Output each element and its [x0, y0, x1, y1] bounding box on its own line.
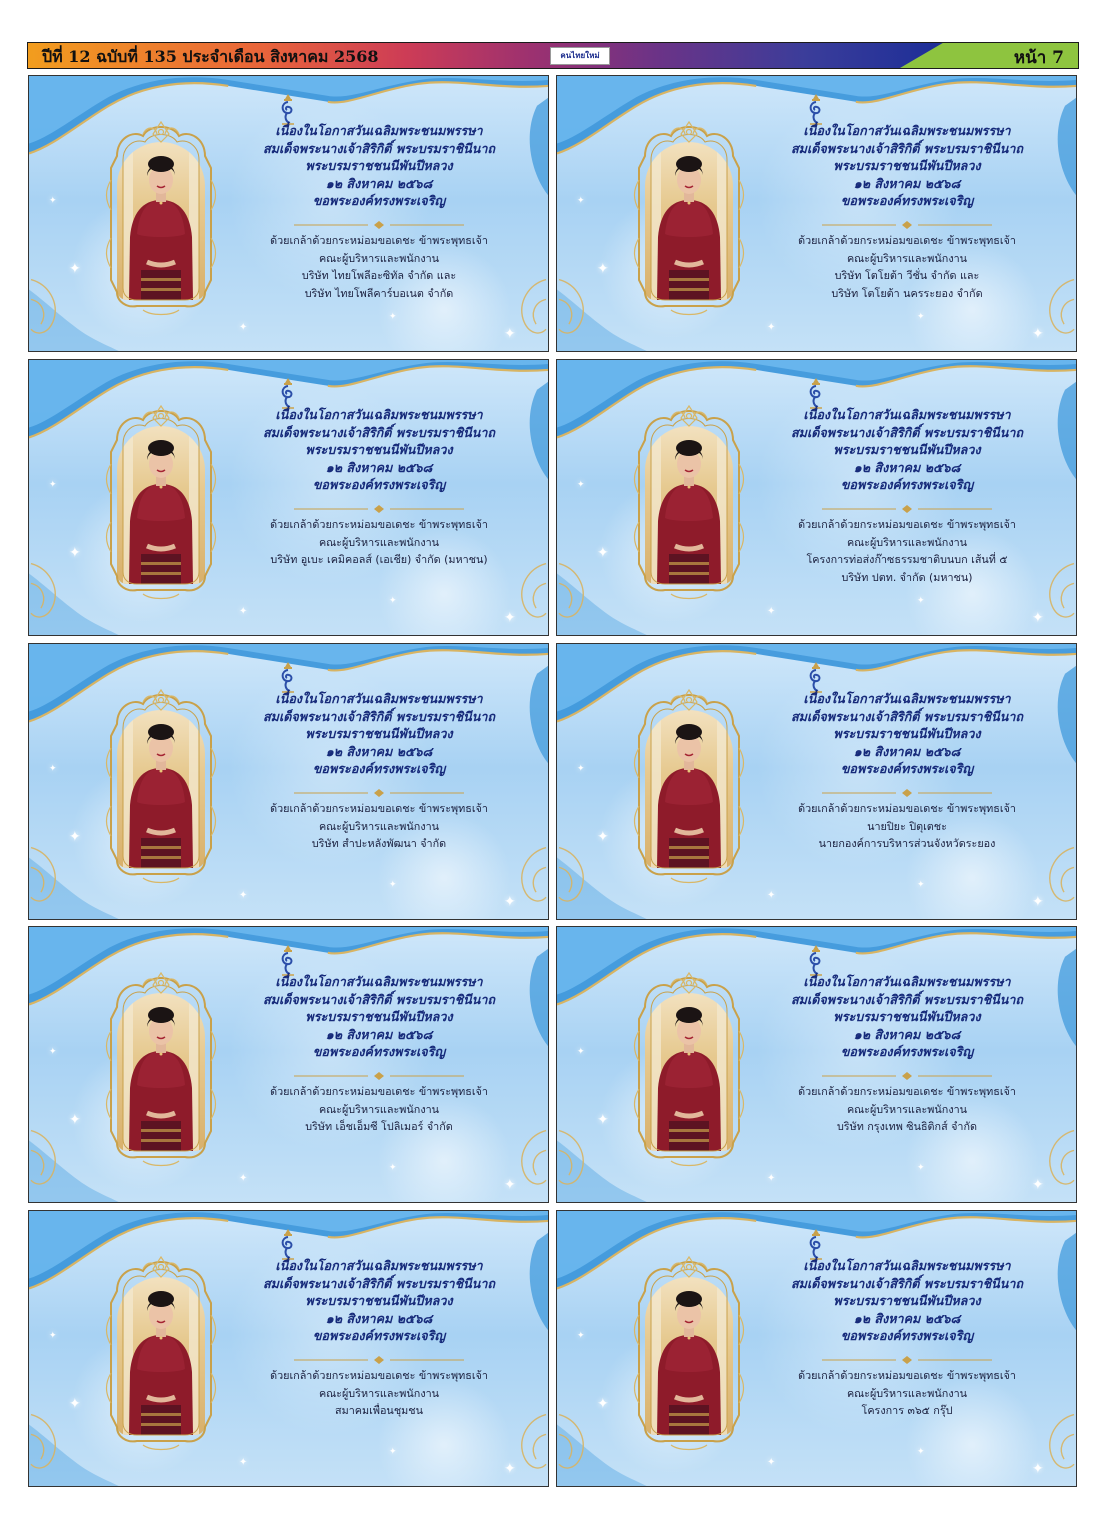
sparkle-icon: ✦ [504, 610, 516, 626]
sender-line: โครงการท่อส่งก๊าซธรรมชาติบนบก เส้นที่ ๕ [806, 553, 1008, 566]
sparkle-icon: ✦ [917, 880, 925, 890]
tribute-ad [28, 1210, 549, 1487]
sender-line: บริษัท สำปะหลังพัฒนา จำกัด [311, 837, 447, 850]
sender-text [229, 232, 529, 302]
sender-line: คณะผู้บริหารและพนักงาน [318, 1102, 440, 1116]
sender-line: คณะผู้บริหารและพนักงาน [846, 1102, 968, 1116]
blessing-line: เนื่องในโอกาสวันเฉลิมพระชนมพรรษา [803, 974, 1011, 989]
sparkle-icon: ✦ [1032, 610, 1044, 626]
sparkle-icon: ✦ [1032, 326, 1044, 342]
blessing-line: เนื่องในโอกาสวันเฉลิมพระชนมพรรษา [275, 1258, 483, 1273]
blessing-line: ๑๒ สิงหาคม ๒๕๖๘ [853, 1026, 961, 1042]
sparkle-icon: ✦ [504, 326, 516, 342]
sender-line: บริษัท โตโยต้า วีชั่น จำกัด และ [834, 269, 980, 282]
blessing-line: ขอพระองค์ทรงพระเจริญ [840, 193, 974, 208]
sender-line: ด้วยเกล้าด้วยกระหม่อมขอเดชะ ข้าพระพุทธเจ้า [270, 234, 488, 247]
sparkle-icon: ✦ [69, 1112, 81, 1128]
sparkle-icon: ✦ [239, 606, 248, 617]
sparkle-icon: ✦ [239, 890, 248, 901]
sender-line: บริษัท ปตท. จำกัด (มหาชน) [841, 570, 973, 584]
sender-text [757, 1367, 1057, 1420]
blessing-line: พระบรมราชชนนีพันปีหลวง [305, 1009, 453, 1024]
blessing-text [757, 1257, 1057, 1345]
sparkle-icon: ✦ [49, 1331, 57, 1341]
sender-line: บริษัท ไทยโพลีคาร์บอเนต จำกัด [304, 286, 454, 300]
sender-line: ด้วยเกล้าด้วยกระหม่อมขอเดชะ ข้าพระพุทธเจ้า [798, 802, 1016, 815]
sparkle-icon: ✦ [239, 1173, 248, 1184]
blessing-line: สมเด็จพระนางเจ้าสิริกิติ์ พระบรมราชินีนาถ [262, 708, 496, 724]
sender-line: สมาคมเพื่อนชุมชน [335, 1404, 423, 1417]
tribute-ad [28, 75, 549, 352]
gold-divider [294, 505, 464, 513]
blessing-line: สมเด็จพระนางเจ้าสิริกิติ์ พระบรมราชินีนาถ [262, 424, 496, 440]
blessing-line: ๑๒ สิงหาคม ๒๕๖๘ [325, 1026, 433, 1042]
sender-text [757, 1083, 1057, 1136]
tribute-ad [556, 359, 1077, 636]
blessing-line: สมเด็จพระนางเจ้าสิริกิติ์ พระบรมราชินีนาถ [262, 140, 496, 156]
sparkle-icon: ✦ [69, 261, 81, 277]
blessing-line: ขอพระองค์ทรงพระเจริญ [312, 1328, 446, 1343]
blessing-line: เนื่องในโอกาสวันเฉลิมพระชนมพรรษา [275, 123, 483, 138]
ornate-gold-frame [631, 404, 747, 600]
sender-line: โครงการ ๓๖๕ กรุ๊ป [861, 1404, 953, 1417]
sparkle-icon: ✦ [917, 1163, 925, 1173]
blessing-line: พระบรมราชชนนีพันปีหลวง [833, 1009, 981, 1024]
sparkle-icon: ✦ [69, 545, 81, 561]
blessing-line: ๑๒ สิงหาคม ๒๕๖๘ [853, 1310, 961, 1326]
blessing-line: ๑๒ สิงหาคม ๒๕๖๘ [853, 743, 961, 759]
ornate-gold-frame [103, 120, 219, 316]
sparkle-icon: ✦ [49, 1047, 57, 1057]
blessing-line: ขอพระองค์ทรงพระเจริญ [312, 477, 446, 492]
blessing-line: ขอพระองค์ทรงพระเจริญ [312, 1044, 446, 1059]
ornate-gold-frame [631, 120, 747, 316]
sparkle-icon: ✦ [767, 890, 776, 901]
blessing-line: สมเด็จพระนางเจ้าสิริกิติ์ พระบรมราชินีนาถ [262, 991, 496, 1007]
ornate-gold-frame [631, 1255, 747, 1451]
sender-line: นายปิยะ ปิตุเตชะ [867, 819, 947, 833]
sender-line: บริษัท ไทยโพลีอะซิทัล จำกัด และ [301, 269, 457, 282]
sparkle-icon: ✦ [577, 196, 585, 206]
sender-line: นายกองค์การบริหารส่วนจังหวัดระยอง [818, 837, 996, 850]
ornate-gold-frame [103, 688, 219, 884]
gold-divider [294, 1072, 464, 1080]
sender-line: คณะผู้บริหารและพนักงาน [846, 1386, 968, 1400]
blessing-line: ๑๒ สิงหาคม ๒๕๖๘ [325, 175, 433, 191]
blessing-text [229, 122, 529, 210]
blessing-line: พระบรมราชชนนีพันปีหลวง [833, 726, 981, 741]
blessing-text [229, 973, 529, 1061]
sender-line: คณะผู้บริหารและพนักงาน [846, 251, 968, 265]
royal-cipher-icon [277, 92, 299, 126]
sparkle-icon: ✦ [577, 1331, 585, 1341]
sender-text [757, 800, 1057, 853]
tribute-ad [28, 926, 549, 1203]
blessing-text [229, 406, 529, 494]
sender-line: ด้วยเกล้าด้วยกระหม่อมขอเดชะ ข้าพระพุทธเจ้า [798, 518, 1016, 531]
blessing-line: ๑๒ สิงหาคม ๒๕๖๘ [853, 175, 961, 191]
tribute-ad [28, 643, 549, 920]
gold-divider [294, 1356, 464, 1364]
sparkle-icon: ✦ [577, 764, 585, 774]
sender-line: บริษัท โตโยต้า นครระยอง จำกัด [831, 286, 983, 300]
blessing-line: ขอพระองค์ทรงพระเจริญ [840, 477, 974, 492]
sparkle-icon: ✦ [597, 829, 609, 845]
sender-line: บริษัท กรุงเทพ ซินธิติกส์ จำกัด [836, 1120, 978, 1133]
blessing-line: สมเด็จพระนางเจ้าสิริกิติ์ พระบรมราชินีนาถ [262, 1275, 496, 1291]
tribute-ad [28, 359, 549, 636]
sender-line: ด้วยเกล้าด้วยกระหม่อมขอเดชะ ข้าพระพุทธเจ้า [798, 1085, 1016, 1098]
royal-cipher-icon [805, 943, 827, 977]
tribute-ad [556, 1210, 1077, 1487]
sparkle-icon: ✦ [1032, 1177, 1044, 1193]
gold-divider [294, 221, 464, 229]
sparkle-icon: ✦ [504, 1177, 516, 1193]
blessing-text [757, 690, 1057, 778]
blessing-line: พระบรมราชชนนีพันปีหลวง [305, 1293, 453, 1308]
sparkle-icon: ✦ [767, 606, 776, 617]
sender-line: ด้วยเกล้าด้วยกระหม่อมขอเดชะ ข้าพระพุทธเจ้า [270, 1085, 488, 1098]
gold-divider [822, 505, 992, 513]
sparkle-icon: ✦ [1032, 894, 1044, 910]
sparkle-icon: ✦ [1032, 1461, 1044, 1477]
royal-cipher-icon [277, 660, 299, 694]
page-number: หน้า 7 [1013, 48, 1064, 68]
royal-cipher-icon [277, 376, 299, 410]
sender-text [229, 516, 529, 569]
sender-line: คณะผู้บริหารและพนักงาน [318, 1386, 440, 1400]
sparkle-icon: ✦ [917, 1447, 925, 1457]
gold-divider [294, 789, 464, 797]
royal-cipher-icon [277, 1227, 299, 1261]
sparkle-icon: ✦ [389, 1447, 397, 1457]
sparkle-icon: ✦ [49, 480, 57, 490]
sparkle-icon: ✦ [49, 196, 57, 206]
tribute-ad [556, 75, 1077, 352]
sparkle-icon: ✦ [577, 1047, 585, 1057]
blessing-line: สมเด็จพระนางเจ้าสิริกิติ์ พระบรมราชินีนาถ [790, 991, 1024, 1007]
sender-text [757, 232, 1057, 302]
blessing-line: เนื่องในโอกาสวันเฉลิมพระชนมพรรษา [803, 691, 1011, 706]
sparkle-icon: ✦ [389, 596, 397, 606]
sender-text [229, 1083, 529, 1136]
royal-cipher-icon [805, 92, 827, 126]
sparkle-icon: ✦ [69, 829, 81, 845]
royal-cipher-icon [805, 660, 827, 694]
sparkle-icon: ✦ [767, 1173, 776, 1184]
blessing-text [757, 406, 1057, 494]
sender-text [229, 800, 529, 853]
sparkle-icon: ✦ [577, 480, 585, 490]
blessing-line: พระบรมราชชนนีพันปีหลวง [833, 158, 981, 173]
sparkle-icon: ✦ [389, 312, 397, 322]
blessing-text [229, 1257, 529, 1345]
gold-divider [822, 789, 992, 797]
sender-text [229, 1367, 529, 1420]
royal-cipher-icon [805, 1227, 827, 1261]
blessing-line: ๑๒ สิงหาคม ๒๕๖๘ [325, 1310, 433, 1326]
sparkle-icon: ✦ [69, 1396, 81, 1412]
sender-line: ด้วยเกล้าด้วยกระหม่อมขอเดชะ ข้าพระพุทธเจ้า [798, 234, 1016, 247]
blessing-line: พระบรมราชชนนีพันปีหลวง [305, 158, 453, 173]
blessing-line: เนื่องในโอกาสวันเฉลิมพระชนมพรรษา [803, 407, 1011, 422]
blessing-line: พระบรมราชชนนีพันปีหลวง [833, 1293, 981, 1308]
sparkle-icon: ✦ [239, 1457, 248, 1468]
sparkle-icon: ✦ [504, 1461, 516, 1477]
ornate-gold-frame [103, 971, 219, 1167]
sparkle-icon: ✦ [389, 1163, 397, 1173]
blessing-line: เนื่องในโอกาสวันเฉลิมพระชนมพรรษา [275, 974, 483, 989]
ornate-gold-frame [103, 404, 219, 600]
blessing-line: พระบรมราชชนนีพันปีหลวง [305, 442, 453, 457]
sender-line: คณะผู้บริหารและพนักงาน [318, 535, 440, 549]
sender-line: ด้วยเกล้าด้วยกระหม่อมขอเดชะ ข้าพระพุทธเจ้า [270, 1369, 488, 1382]
sparkle-icon: ✦ [239, 322, 248, 333]
tribute-ad [556, 643, 1077, 920]
sender-line: ด้วยเกล้าด้วยกระหม่อมขอเดชะ ข้าพระพุทธเจ้า [270, 802, 488, 815]
blessing-line: สมเด็จพระนางเจ้าสิริกิติ์ พระบรมราชินีนาถ [790, 140, 1024, 156]
sender-line: บริษัท อูเบะ เคมิคอลส์ (เอเชีย) จำกัด (มหาชน) [270, 553, 488, 566]
blessing-line: สมเด็จพระนางเจ้าสิริกิติ์ พระบรมราชินีนาถ [790, 424, 1024, 440]
sparkle-icon: ✦ [597, 261, 609, 277]
blessing-line: สมเด็จพระนางเจ้าสิริกิติ์ พระบรมราชินีนาถ [790, 708, 1024, 724]
blessing-line: เนื่องในโอกาสวันเฉลิมพระชนมพรรษา [275, 691, 483, 706]
blessing-text [757, 122, 1057, 210]
blessing-line: ๑๒ สิงหาคม ๒๕๖๘ [325, 459, 433, 475]
blessing-line: ขอพระองค์ทรงพระเจริญ [840, 761, 974, 776]
sender-line: คณะผู้บริหารและพนักงาน [318, 819, 440, 833]
ornate-gold-frame [631, 971, 747, 1167]
royal-cipher-icon [805, 376, 827, 410]
sparkle-icon: ✦ [389, 880, 397, 890]
publication-logo: คนไทยใหม่ [550, 47, 610, 65]
sparkle-icon: ✦ [597, 1396, 609, 1412]
blessing-line: เนื่องในโอกาสวันเฉลิมพระชนมพรรษา [803, 123, 1011, 138]
blessing-line: เนื่องในโอกาสวันเฉลิมพระชนมพรรษา [275, 407, 483, 422]
blessing-line: ๑๒ สิงหาคม ๒๕๖๘ [853, 459, 961, 475]
sparkle-icon: ✦ [767, 1457, 776, 1468]
sender-line: บริษัท เอ็ชเอ็มซี โปลิเมอร์ จำกัด [305, 1120, 453, 1133]
ornate-gold-frame [631, 688, 747, 884]
sparkle-icon: ✦ [597, 1112, 609, 1128]
gold-divider [822, 221, 992, 229]
sender-text [757, 516, 1057, 586]
blessing-text [757, 973, 1057, 1061]
sender-line: ด้วยเกล้าด้วยกระหม่อมขอเดชะ ข้าพระพุทธเจ้า [270, 518, 488, 531]
gold-divider [822, 1072, 992, 1080]
blessing-line: ขอพระองค์ทรงพระเจริญ [312, 193, 446, 208]
sparkle-icon: ✦ [504, 894, 516, 910]
sparkle-icon: ✦ [917, 312, 925, 322]
blessing-line: ๑๒ สิงหาคม ๒๕๖๘ [325, 743, 433, 759]
sparkle-icon: ✦ [917, 596, 925, 606]
gold-divider [822, 1356, 992, 1364]
blessing-line: พระบรมราชชนนีพันปีหลวง [305, 726, 453, 741]
sparkle-icon: ✦ [767, 322, 776, 333]
sender-line: ด้วยเกล้าด้วยกระหม่อมขอเดชะ ข้าพระพุทธเจ้า [798, 1369, 1016, 1382]
sparkle-icon: ✦ [597, 545, 609, 561]
blessing-line: เนื่องในโอกาสวันเฉลิมพระชนมพรรษา [803, 1258, 1011, 1273]
tribute-ad [556, 926, 1077, 1203]
blessing-line: ขอพระองค์ทรงพระเจริญ [312, 761, 446, 776]
page-header [27, 42, 1079, 69]
blessing-line: ขอพระองค์ทรงพระเจริญ [840, 1328, 974, 1343]
ornate-gold-frame [103, 1255, 219, 1451]
blessing-line: ขอพระองค์ทรงพระเจริญ [840, 1044, 974, 1059]
royal-cipher-icon [277, 943, 299, 977]
sender-line: คณะผู้บริหารและพนักงาน [846, 535, 968, 549]
blessing-text [229, 690, 529, 778]
issue-info: ปีที่ 12 ฉบับที่ 135 ประจำเดือน สิงหาคม 2568 [42, 47, 379, 66]
sparkle-icon: ✦ [49, 764, 57, 774]
sender-line: คณะผู้บริหารและพนักงาน [318, 251, 440, 265]
blessing-line: สมเด็จพระนางเจ้าสิริกิติ์ พระบรมราชินีนาถ [790, 1275, 1024, 1291]
blessing-line: พระบรมราชชนนีพันปีหลวง [833, 442, 981, 457]
